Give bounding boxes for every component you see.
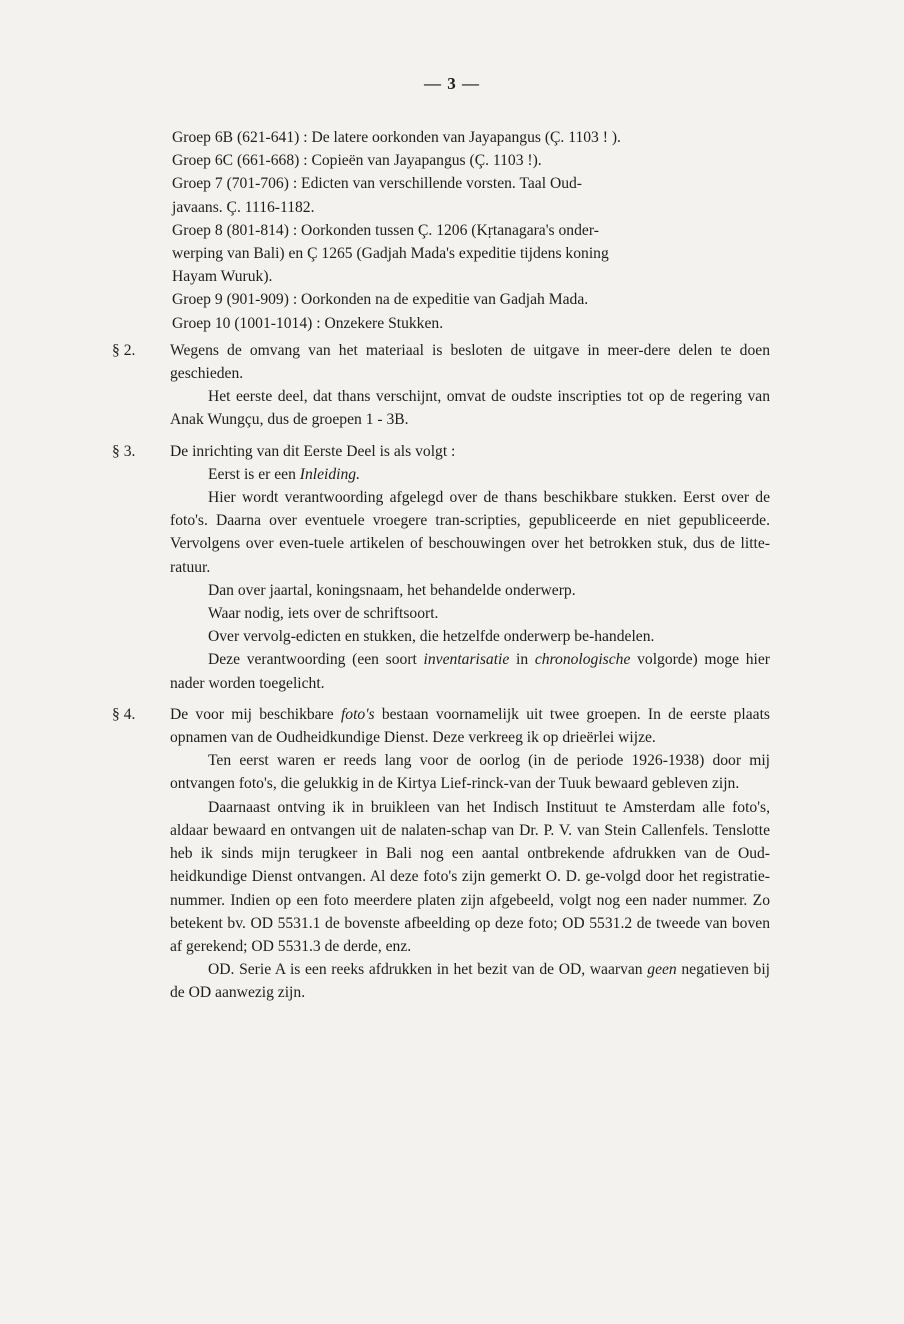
paragraph xyxy=(170,648,770,694)
group-line: Groep 7 (701-706) : Edicten van verschillende vorsten. Taal Oud- xyxy=(172,175,582,193)
group-entry xyxy=(170,219,770,289)
paragraph xyxy=(170,625,770,648)
text-run: Daarnaast ontving ik in bruikleen van het Indisch Instituut te Amsterdam alle foto's, aldaar bewaard en ontvangen uit de nalaten-schap van Dr. P. V. van Stein Callenfels. Tenslotte heb ik sinds mijn terugkeer in Bali nog een aantal ontbrekende afdrukken van de Oud-heidkundige Dienst ontvangen. Al deze foto's zijn gemerkt O. D. ge-volgd door het registratie-nummer. Indien op een foto meerdere platen zijn afgebeeld, volgt nog een nader nummer. Zo betekent bv. OD 5531.1 de bovenste afbeelding op deze foto; OD 5531.2 de tweede van boven af gerekend; OD 5531.3 de derde, enz. xyxy=(170,798,770,955)
group-line: javaans. Ç. 1116-1182. xyxy=(172,198,315,216)
text-run: Wegens de omvang van het materiaal is besloten de uitgave in meer-dere delen te doen geschieden. xyxy=(170,341,770,383)
italic-text-run: geen xyxy=(647,961,677,979)
italic-text-run: Inleiding. xyxy=(299,465,360,483)
paragraph xyxy=(170,749,770,795)
section xyxy=(112,440,770,695)
text-run: bestaan voornamelijk uit twee groepen. In de eerste plaats opnamen van de Oudheidkundige Dienst. Deze verkreeg ik op drieërlei wijze. xyxy=(170,705,770,747)
italic-text-run: inventarisatie xyxy=(423,651,510,669)
text-run: Hier wordt verantwoording afgelegd over de thans beschikbare stukken. Eerst over de foto's. Daarna over eventuele vroegere tran-scripties, gepubliceerde en niet gepubliceerde. Vervolgens over even-tuele artikelen of beschouwingen over het betrokken stuk, dus de litte-ratuur. xyxy=(170,489,770,576)
group-line: Groep 8 (801-814) : Oorkonden tussen Ç. 1206 (Kṛtanagara's onder- xyxy=(172,221,599,239)
text-run: De voor mij beschikbare xyxy=(170,705,341,723)
group-line: Groep 6B (621-641) : De latere oorkonden van Jayapangus (Ç. 1103 ! ). xyxy=(172,129,621,146)
paragraph xyxy=(170,486,770,579)
text-run: Ten eerst waren er reeds lang voor de oorlog (in de periode 1926-1938) door mij ontvangen foto's, die gelukkig in de Kirtya Lief-rinck-van der Tuuk bewaard gebleven zijn. xyxy=(170,752,770,793)
paragraph xyxy=(170,385,770,431)
group-line: Groep 6C (661-668) : Copieën van Jayapangus (Ç. 1103 !). xyxy=(172,152,542,170)
text-run: Deze verantwoording (een soort xyxy=(208,651,424,669)
paragraph xyxy=(170,463,770,486)
group-list xyxy=(170,126,770,335)
section xyxy=(112,339,770,432)
text-run: OD. Serie A is een reeks afdrukken in het bezit van de OD, waarvan xyxy=(208,961,648,979)
text-run: in xyxy=(509,651,535,669)
section-number: § 3. xyxy=(112,442,136,460)
text-run: volgorde) moge hier nader worden toegelicht. xyxy=(170,651,770,692)
italic-text-run: foto's xyxy=(340,705,375,723)
text-run: Waar nodig, iets over de schriftsoort. xyxy=(208,605,439,623)
paragraph xyxy=(170,703,770,749)
group-entry xyxy=(170,126,770,149)
section xyxy=(112,703,771,1005)
section-number: § 4. xyxy=(112,705,136,723)
group-line: Hayam Wuruk). xyxy=(172,268,273,286)
page-body xyxy=(112,126,771,1005)
italic-text-run: chronologische xyxy=(534,651,631,669)
text-run: Eerst is er een xyxy=(208,465,300,483)
paragraph xyxy=(170,796,770,958)
paragraph xyxy=(170,958,770,1004)
sections xyxy=(112,339,771,1005)
group-entry xyxy=(170,312,770,335)
paragraph xyxy=(170,339,770,385)
group-entry xyxy=(170,149,770,172)
text-run: De inrichting van dit Eerste Deel is als volgt : xyxy=(170,442,456,460)
section-number: § 2. xyxy=(112,341,136,359)
text-run: Dan over jaartal, koningsnaam, het behandelde onderwerp. xyxy=(208,581,576,599)
group-entry xyxy=(170,288,770,311)
paragraph xyxy=(170,602,770,625)
group-line: Groep 9 (901-909) : Oorkonden na de expeditie van Gadjah Mada. xyxy=(172,291,589,309)
paragraph xyxy=(170,440,770,463)
paragraph xyxy=(170,579,770,602)
page-number: — 3 — xyxy=(424,74,480,93)
group-line: Groep 10 (1001-1014) : Onzekere Stukken. xyxy=(172,314,444,332)
text-run: Het eerste deel, dat thans verschijnt, omvat de oudste inscripties tot op de regering van Anak Wungçu, dus de groepen 1 - 3B. xyxy=(170,388,770,429)
text-run: negatieven bij de OD aanwezig zijn. xyxy=(170,961,771,1002)
group-entry xyxy=(170,172,770,218)
group-line: werping van Bali) en Ç 1265 (Gadjah Mada's expeditie tijdens koning xyxy=(172,245,609,263)
text-run: Over vervolg-edicten en stukken, die hetzelfde onderwerp be-handelen. xyxy=(208,628,655,646)
